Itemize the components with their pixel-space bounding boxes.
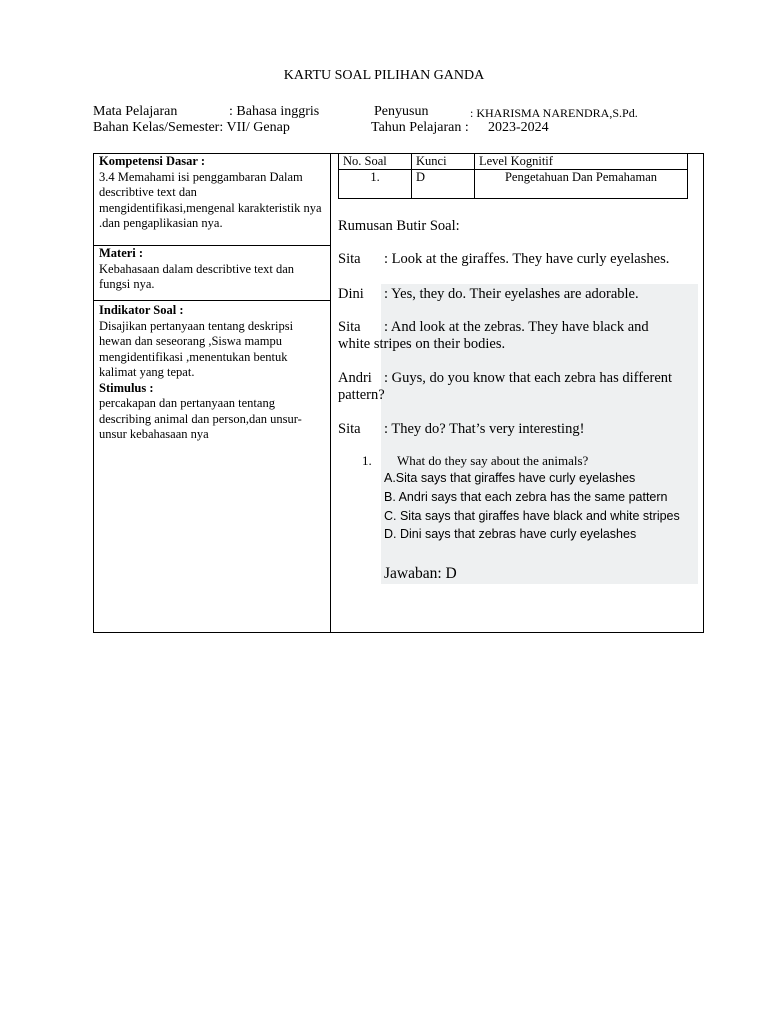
option-d: D. Dini says that zebras have curly eyelashes <box>384 527 637 541</box>
speaker-name: Dini <box>338 286 364 302</box>
materi-text: Kebahasaan dalam describtive text dan fungsi nya. <box>99 261 295 291</box>
speaker-name: Sita <box>338 251 361 267</box>
table-cell: 1. <box>339 170 412 199</box>
penyusun-value: : KHARISMA NARENDRA,S.Pd. <box>470 106 638 120</box>
bahan-kelas-label: Bahan Kelas/Semester: VII/ Genap <box>93 120 290 135</box>
dialogue-text: : Guys, do you know that each zebra has different <box>384 370 673 386</box>
table-header: No. Soal <box>339 154 412 170</box>
dialogue-line <box>338 370 672 404</box>
dialogue-line <box>338 251 669 268</box>
speaker-name: Sita <box>338 421 361 437</box>
mata-pelajaran-value: : Bahasa inggris <box>229 104 320 119</box>
column-divider <box>330 153 331 633</box>
materi-section <box>99 246 327 293</box>
penyusun-label: Penyusun <box>374 104 429 119</box>
dialogue-continuation: white stripes on their bodies. <box>338 336 506 352</box>
table-header: Kunci <box>412 154 475 170</box>
option-a: A.Sita says that giraffes have curly eyelashes <box>384 471 636 485</box>
page-title: KARTU SOAL PILIHAN GANDA <box>283 68 485 83</box>
option-b: B. Andri says that each zebra has the same pattern <box>384 490 668 504</box>
answer-key-table <box>338 153 688 199</box>
dialogue-text: : Yes, they do. Their eyelashes are adorable. <box>384 286 639 302</box>
tahun-label: Tahun Pelajaran : <box>371 120 469 135</box>
question-text: What do they say about the animals? <box>397 453 589 468</box>
indikator-text: Disajikan pertanyaan tentang deskripsi hewan dan seseorang ,Siswa mampu mengidentifikasi ,menentukan bentuk kalimat yang tepat. <box>99 318 294 379</box>
table-cell: Pengetahuan Dan Pemahaman <box>475 170 688 199</box>
speaker-name: Andri <box>338 370 372 386</box>
rumusan-label: Rumusan Butir Soal: <box>338 218 460 234</box>
stimulus-heading: Stimulus : <box>99 380 154 395</box>
table-header: Level Kognitif <box>475 154 688 170</box>
table-row <box>339 170 688 199</box>
option-c: C. Sita says that giraffes have black and white stripes <box>384 509 680 523</box>
dialogue-line <box>338 286 639 303</box>
kompetensi-dasar-section <box>99 154 327 232</box>
dialogue-text: : Look at the giraffes. They have curly eyelashes. <box>384 251 670 267</box>
mata-pelajaran-label: Mata Pelajaran <box>93 104 178 119</box>
table-cell: D <box>412 170 475 199</box>
answer-text: Jawaban: D <box>384 565 457 582</box>
table-header-row <box>339 154 688 170</box>
dialogue-text: : They do? That’s very interesting! <box>384 421 585 437</box>
dialogue-text: : And look at the zebras. They have black and <box>384 319 649 335</box>
materi-heading: Materi : <box>99 246 144 260</box>
dialogue-continuation: pattern? <box>338 387 385 403</box>
section-divider <box>93 300 331 301</box>
stimulus-text: percakapan dan pertanyaan tentang describing animal dan person,dan unsur-unsur kebahasaan nya <box>99 396 302 441</box>
speaker-name: Sita <box>338 319 361 335</box>
tahun-value: 2023-2024 <box>488 120 549 135</box>
kd-text: 3.4 Memahami isi penggambaran Dalam describtive text dan mengidentifikasi,mengenal karakteristik nya .dan pengaplikasian nya. <box>99 169 322 230</box>
question-number: 1. <box>362 453 372 468</box>
dialogue-line <box>338 421 584 438</box>
indikator-section <box>99 303 327 443</box>
kd-heading: Kompetensi Dasar : <box>99 154 206 168</box>
indikator-heading: Indikator Soal : <box>99 303 184 317</box>
dialogue-line <box>338 319 649 353</box>
